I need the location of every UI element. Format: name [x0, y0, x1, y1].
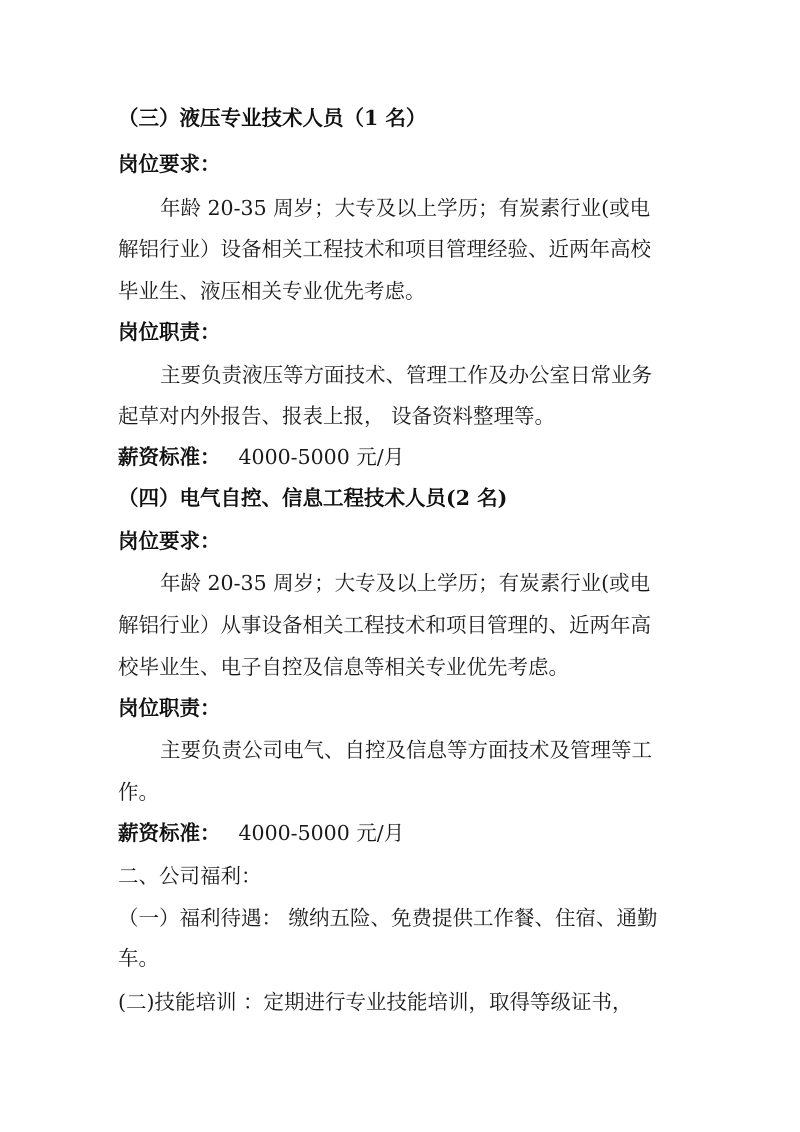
section-3-requirements-line-3: 毕业生、液压相关专业优先考虑。 [118, 279, 426, 303]
section-4-duties-line-2: 作。 [118, 780, 159, 804]
section-4-duties-line-1: 主要负责公司电气、自控及信息等方面技术及管理等工 [160, 738, 652, 762]
section-3-duties-line-2: 起草对内外报告、报表上报， 设备资料整理等。 [118, 404, 556, 428]
section-4-duties-label: 岗位职责： [118, 696, 221, 720]
section-4-requirements-line-2: 解铝行业）从事设备相关工程技术和项目管理的、近两年高 [118, 613, 651, 637]
section-3-duties-line-1: 主要负责液压等方面技术、管理工作及办公室日常业务 [160, 363, 652, 387]
section-3-salary [118, 447, 404, 468]
section-4-requirements-label: 岗位要求： [118, 529, 221, 553]
welfare-heading: 二、公司福利： [118, 864, 262, 888]
section-4-requirements-line-3: 校毕业生、电子自控及信息等相关专业优先考虑。 [118, 655, 569, 679]
section-4-salary-value: 4000-5000 元/月 [238, 821, 405, 845]
section-3-requirements-label: 岗位要求： [118, 152, 221, 176]
welfare-item-1-line-2: 车。 [118, 946, 159, 970]
section-4-requirements-line-1: 年龄 20-35 周岁；大专及以上学历；有炭素行业(或电 [160, 571, 651, 595]
section-3-salary-label: 薪资标准： [118, 445, 221, 469]
section-3-duties-label: 岗位职责： [118, 320, 221, 344]
section-3-requirements-line-1: 年龄 20-35 周岁；大专及以上学历；有炭素行业(或电 [160, 196, 651, 220]
section-4-salary-label: 薪资标准： [118, 821, 221, 845]
section-3-heading: （三）液压专业技术人员（1 名） [118, 106, 427, 130]
welfare-item-1-line-1: （一）福利待遇： 缴纳五险、免费提供工作餐、住宿、通勤 [118, 906, 658, 930]
section-4-heading: （四）电气自控、信息工程技术人员(2 名) [118, 486, 508, 510]
section-3-salary-value: 4000-5000 元/月 [238, 445, 405, 469]
section-4-salary [118, 823, 404, 844]
welfare-item-2-line-1: (二)技能培训 ：定期进行专业技能培训，取得等级证书， [118, 990, 633, 1014]
section-3-requirements-line-2: 解铝行业）设备相关工程技术和项目管理经验、近两年高校 [118, 237, 651, 261]
